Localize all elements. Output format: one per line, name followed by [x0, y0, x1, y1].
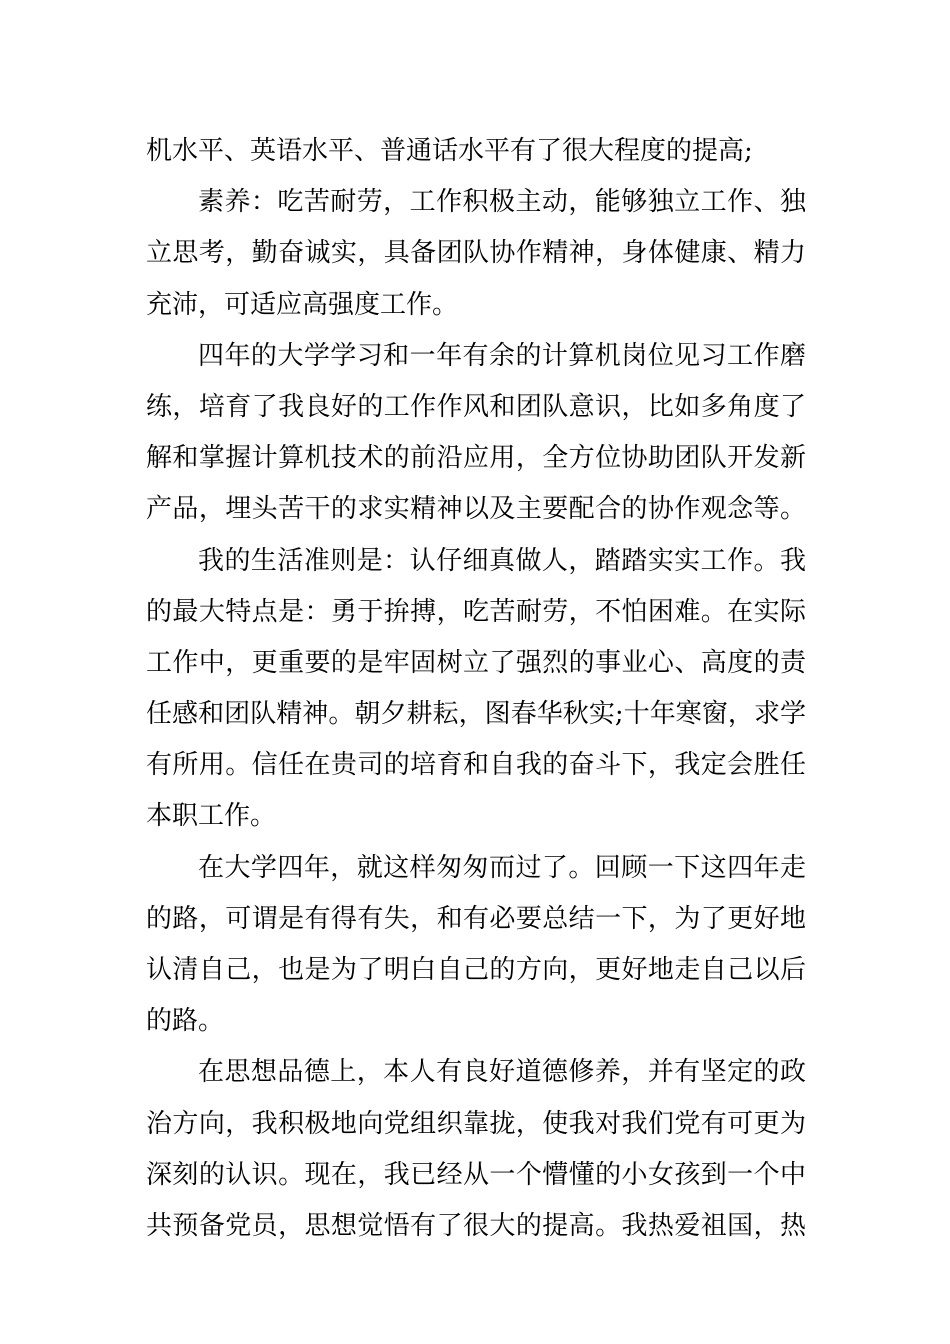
- text-line-11: 工作中，更重要的是牢固树立了强烈的事业心、高度的责: [146, 647, 806, 678]
- text-line-16: 的路，可谓是有得有失，和有必要总结一下，为了更好地: [146, 903, 806, 934]
- text-line-3: 立思考，勤奋诚实，具备团队协作精神，身体健康、精力: [146, 238, 806, 269]
- text-line-14: 本职工作。: [146, 801, 277, 832]
- text-line-5: 四年的大学学习和一年有余的计算机岗位见习工作磨: [198, 340, 806, 371]
- text-line-8: 产品，埋头苦干的求实精神以及主要配合的协作观念等。: [146, 494, 806, 525]
- text-line-12: 任感和团队精神。朝夕耕耘，图春华秋实;十年寒窗，求学: [146, 699, 806, 730]
- text-line-7: 解和掌握计算机技术的前沿应用，全方位协助团队开发新: [146, 443, 806, 474]
- text-line-20: 治方向，我积极地向党组织靠拢，使我对我们党有可更为: [146, 1108, 806, 1139]
- text-line-15: 在大学四年，就这样匆匆而过了。回顾一下这四年走: [198, 852, 806, 883]
- text-line-19: 在思想品德上，本人有良好道德修养，并有坚定的政: [198, 1057, 806, 1088]
- text-line-10: 的最大特点是：勇于拚搏，吃苦耐劳，不怕困难。在实际: [146, 596, 806, 627]
- text-line-17: 认清自己，也是为了明白自己的方向，更好地走自己以后: [146, 955, 806, 985]
- text-line-9: 我的生活准则是：认仔细真做人，踏踏实实工作。我: [198, 545, 806, 576]
- text-line-13: 有所用。信任在贵司的培育和自我的奋斗下，我定会胜任: [146, 750, 806, 781]
- text-line-1: 机水平、英语水平、普通话水平有了很大程度的提高;: [146, 136, 753, 166]
- text-line-4: 充沛，可适应高强度工作。: [146, 289, 459, 320]
- text-line-22: 共预备党员，思想觉悟有了很大的提高。我热爱祖国，热: [146, 1210, 806, 1241]
- document-body: [146, 126, 806, 1252]
- text-line-21: 深刻的认识。现在，我已经从一个懵懂的小女孩到一个中: [146, 1159, 806, 1190]
- text-line-6: 练，培育了我良好的工作作风和团队意识，比如多角度了: [146, 391, 806, 422]
- text-line-18: 的路。: [146, 1006, 225, 1037]
- text-line-2: 素养：吃苦耐劳，工作积极主动，能够独立工作、独: [198, 187, 806, 218]
